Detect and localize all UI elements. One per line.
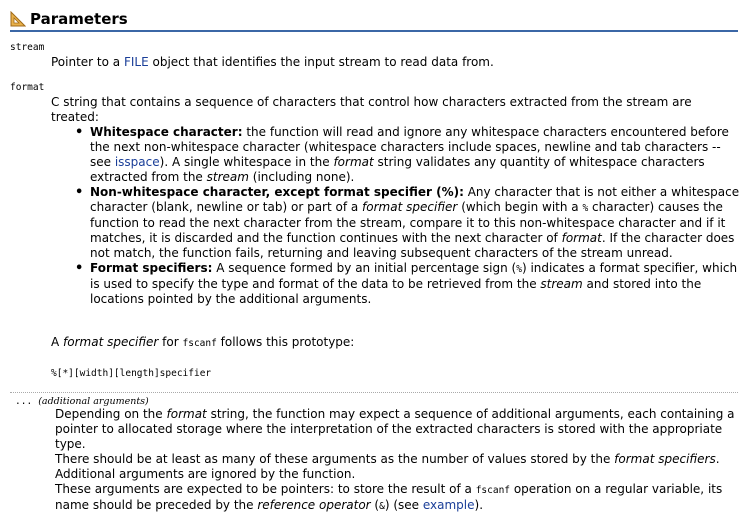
format-rules-list bbox=[74, 125, 740, 307]
emphasis: reference operator bbox=[257, 498, 371, 512]
item-title: Whitespace character: bbox=[90, 125, 243, 139]
text: string, the function may expect a sequence of additional arguments, each containing a pointer to allocated storage where the interpretation of the extracted characters is stored with the appropriate type. bbox=[55, 407, 735, 451]
heading-text: Parameters bbox=[30, 10, 128, 28]
text: Depending on the bbox=[55, 407, 167, 421]
param-format-term: format bbox=[10, 82, 45, 93]
text: object that identifies the input stream to read data from. bbox=[148, 55, 494, 69]
emphasis: format bbox=[166, 407, 207, 421]
text: character) causes the function to read the next character from the stream, compare it to this non-whitespace character and if it matches, it is discarded and the function continues with the next character of bbox=[90, 200, 726, 245]
text: for bbox=[158, 335, 183, 349]
emphasis: format bbox=[333, 155, 374, 169]
text: (including none). bbox=[248, 170, 355, 184]
prototype-intro bbox=[51, 335, 741, 351]
divider bbox=[10, 392, 738, 393]
text: A sequence formed by an initial percentage sign ( bbox=[212, 261, 517, 275]
emphasis: stream bbox=[540, 277, 583, 291]
example-link[interactable]: example bbox=[422, 498, 475, 512]
emphasis: format specifier bbox=[362, 200, 458, 214]
text: Pointer to a bbox=[51, 55, 124, 69]
item-title: Non-whitespace character, except format specifier (%): bbox=[90, 185, 464, 199]
code: & bbox=[379, 501, 385, 512]
text: ). bbox=[474, 498, 484, 512]
code: % bbox=[582, 203, 589, 214]
list-item-format-specifiers bbox=[74, 261, 740, 307]
file-link[interactable]: FILE bbox=[123, 55, 149, 69]
emphasis: format specifiers bbox=[614, 452, 716, 466]
code: fscanf bbox=[475, 485, 511, 496]
text: Any character that is not either a whitespace character (blank, newline or tab) or part of a bbox=[90, 185, 740, 214]
emphasis: format specifier bbox=[63, 335, 159, 349]
dots: ... bbox=[15, 396, 33, 407]
item-title: Format specifiers: bbox=[90, 261, 213, 275]
emphasis: format bbox=[561, 231, 602, 245]
text: These arguments are expected to be pointers: to store the result of a bbox=[55, 482, 476, 496]
text: follows this prototype: bbox=[216, 335, 355, 349]
text: (which begin with a bbox=[457, 200, 583, 214]
text: ). A single whitespace in the bbox=[159, 155, 334, 169]
text: operation on a regular variable, its name should be preceded by the bbox=[55, 482, 723, 512]
code: % bbox=[516, 264, 522, 275]
isspace-link[interactable]: isspace bbox=[114, 155, 160, 169]
text: A bbox=[51, 335, 64, 349]
text: string validates any quantity of whitespace characters extracted from the bbox=[90, 155, 705, 184]
emphasis: stream bbox=[206, 170, 249, 184]
param-stream-desc bbox=[51, 55, 741, 70]
list-item-non-whitespace bbox=[74, 185, 740, 261]
ruler-triangle-icon bbox=[10, 11, 26, 27]
text: . Additional arguments are ignored by the function. bbox=[55, 452, 720, 481]
additional-para-3 bbox=[55, 482, 740, 514]
text: ) (see bbox=[384, 498, 423, 512]
parameters-heading bbox=[10, 10, 738, 32]
format-prototype: %[*][width][length]specifier bbox=[51, 368, 212, 379]
additional-para-1 bbox=[55, 407, 740, 452]
code: fscanf bbox=[182, 338, 217, 349]
text: the function will read and ignore any whitespace characters encountered before the next non-whitespace character (whitespace characters include spaces, newline and tab characters -- see bbox=[90, 125, 729, 169]
list-item-whitespace bbox=[74, 125, 740, 185]
text: and stored into the locations pointed by the additional arguments. bbox=[90, 277, 702, 306]
text: ) indicates a format specifier, which is used to specify the type and format of the data to be retrieved from the bbox=[90, 261, 738, 291]
text: There should be at least as many of these arguments as the number of values stored by the bbox=[55, 452, 615, 466]
additional-para-2 bbox=[55, 452, 740, 482]
param-format-desc: C string that contains a sequence of characters that control how characters extracted from the stream are treated: bbox=[51, 95, 692, 124]
param-stream-term: stream bbox=[10, 42, 45, 53]
term-text: (additional arguments) bbox=[38, 396, 149, 407]
text: ( bbox=[370, 498, 380, 512]
text: . If the character does not match, the function fails, returning and leaving subsequent characters of the stream unread. bbox=[90, 231, 735, 260]
